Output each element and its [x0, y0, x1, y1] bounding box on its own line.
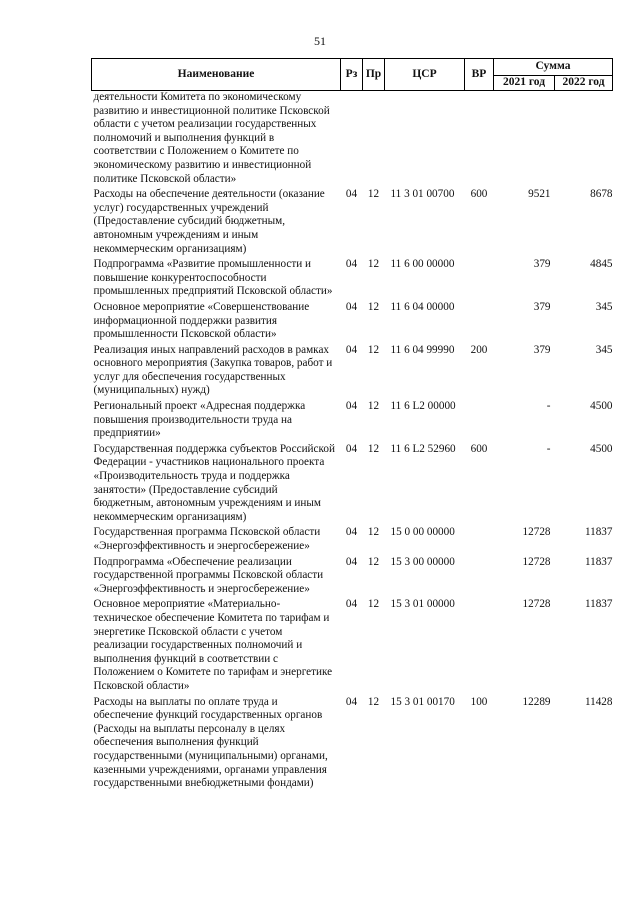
row-csr: 11 6 L2 52960: [390, 442, 456, 455]
row-rz: 04: [345, 526, 358, 539]
table-row: [92, 342, 613, 398]
header-year-2022: 2022 год: [555, 76, 613, 91]
row-sum-2022: 345: [595, 300, 613, 313]
header-rz: Рз: [341, 59, 363, 91]
row-sum-2021: 379: [533, 300, 551, 313]
row-name: Расходы на выплаты по оплате труда и обеспечение функций государственных органов (Расходы на выплаты персоналу в целях обеспечения выполнения функций государственными (муниципальными) органами, казенными учреждениями, органами управления государственными внебюджетными фондами): [93, 695, 328, 790]
row-vr: 100: [470, 695, 488, 708]
row-pr: 12: [367, 343, 380, 356]
row-sum-2022: 345: [595, 343, 613, 356]
table-row: [92, 398, 613, 441]
row-pr: 12: [367, 695, 380, 708]
row-sum-2022: 11837: [584, 526, 613, 539]
row-name: Расходы на обеспечение деятельности (оказание услуг) государственных учреждений (Предоставление субсидий бюджетным, автономным учреждениям и иным некоммерческим организациям): [93, 188, 325, 255]
row-sum-2021: 9521: [528, 188, 551, 201]
row-sum-2022: 8678: [590, 188, 613, 201]
row-sum-2022: [555, 91, 613, 187]
row-sum-2021: 12289: [522, 695, 551, 708]
row-csr: [385, 91, 465, 187]
row-pr: 12: [367, 442, 380, 455]
row-rz: 04: [345, 555, 358, 568]
row-sum-2022: 4845: [590, 258, 613, 271]
row-pr: 12: [367, 598, 380, 611]
row-sum-2022: 4500: [590, 400, 613, 413]
row-sum-2021: 12728: [522, 526, 551, 539]
table-row: [92, 186, 613, 256]
row-rz: [341, 91, 363, 187]
row-csr: 11 3 01 00700: [390, 188, 455, 201]
row-name: Реализация иных направлений расходов в рамках основного мероприятия (Закупка товаров, работ и услуг для обеспечения государственных (муниципальных) нужд): [93, 343, 333, 397]
header-pr: Пр: [363, 59, 385, 91]
row-vr: [465, 554, 494, 597]
row-name: Основное мероприятие «Материально-техническое обеспечение Комитета по тарифам и энергетике Псковской области с учетом реализации государственных полномочий и выполнения функций в соответствии с Положением о Комитете по тарифам и энергетике Псковской области»: [93, 598, 333, 692]
row-csr: 15 3 01 00170: [390, 695, 455, 708]
row-pr: 12: [367, 555, 380, 568]
row-vr: [465, 524, 494, 553]
row-sum-2021: 12728: [522, 598, 551, 611]
row-csr: 15 3 00 00000: [390, 555, 455, 568]
row-rz: 04: [345, 258, 358, 271]
row-sum-2022: 11837: [584, 555, 613, 568]
table-row: [92, 299, 613, 342]
row-vr: 200: [470, 343, 488, 356]
row-vr: [465, 596, 494, 693]
row-pr: 12: [367, 400, 380, 413]
budget-table: [91, 58, 613, 791]
table-row: [92, 554, 613, 597]
table-row: [92, 694, 613, 791]
row-sum-2022: 4500: [590, 442, 613, 455]
header-name: Наименование: [92, 59, 341, 91]
header-sum: Сумма: [494, 59, 613, 76]
row-pr: 12: [367, 258, 380, 271]
row-sum-2021: 379: [533, 343, 551, 356]
row-vr: [465, 299, 494, 342]
table-row: [92, 441, 613, 525]
row-vr: 600: [470, 442, 488, 455]
table-row: [92, 256, 613, 299]
table-body: [92, 91, 613, 791]
row-rz: 04: [345, 343, 358, 356]
row-rz: 04: [345, 442, 358, 455]
row-sum-2021: 379: [533, 258, 551, 271]
header-year-2021: 2021 год: [494, 76, 555, 91]
row-vr: [465, 91, 494, 187]
row-csr: 11 6 L2 00000: [390, 400, 456, 413]
page-number: 51: [314, 34, 326, 48]
row-rz: 04: [345, 400, 358, 413]
row-csr: 11 6 04 00000: [390, 300, 455, 313]
header-csr: ЦСР: [385, 59, 465, 91]
row-sum-2021: 12728: [522, 555, 551, 568]
row-csr: 15 0 00 00000: [390, 526, 455, 539]
row-name: Подпрограмма «Развитие промышленности и повышение конкурентоспособности промышленных предприятий Псковской области»: [93, 258, 333, 298]
row-name: Основное мероприятие «Совершенствование информационной поддержки развития промышленности Псковской области»: [93, 300, 310, 341]
row-rz: 04: [345, 695, 358, 708]
table-row: [92, 524, 613, 553]
row-pr: 12: [367, 188, 380, 201]
row-name: Подпрограмма «Обеспечение реализации государственной программы Псковской области «Энергоэффективность и энергосбережение»: [93, 555, 324, 595]
table-row: [92, 91, 613, 187]
row-vr: [465, 256, 494, 299]
row-rz: 04: [345, 598, 358, 611]
row-sum-2021: [494, 91, 555, 187]
row-pr: 12: [367, 300, 380, 313]
row-rz: 04: [345, 188, 358, 201]
row-csr: 15 3 01 00000: [390, 598, 455, 611]
row-name: Государственная поддержка субъектов Российской Федерации - участников национального проекта «Производительность труда и поддержка занятости» (Предоставление субсидий бюджетным, автономным учреждениям и иным некоммерческим организациям): [93, 442, 335, 523]
row-name: Государственная программа Псковской области «Энергоэффективность и энергосбережение»: [93, 526, 321, 552]
row-sum-2022: 11428: [584, 695, 613, 708]
table-row: [92, 596, 613, 693]
row-name: деятельности Комитета по экономическому развитию и инвестиционной политике Псковской области с учетом реализации государственных полномочий и выполнения функций в соответствии с Положением о Комитете по экономическому развитию и инвестиционной политике Псковской области»: [93, 91, 330, 185]
header-vr: ВР: [465, 59, 494, 91]
row-pr: [363, 91, 385, 187]
row-name: Региональный проект «Адресная поддержка повышения производительности труда на предприятии»: [93, 400, 306, 440]
row-csr: 11 6 00 00000: [390, 258, 455, 271]
row-vr: [465, 398, 494, 441]
row-sum-2021: -: [546, 442, 551, 455]
row-pr: 12: [367, 526, 380, 539]
row-sum-2021: -: [546, 400, 551, 413]
row-csr: 11 6 04 99990: [390, 343, 455, 356]
row-sum-2022: 11837: [584, 598, 613, 611]
table-header: [92, 59, 613, 91]
row-vr: 600: [470, 188, 488, 201]
row-rz: 04: [345, 300, 358, 313]
